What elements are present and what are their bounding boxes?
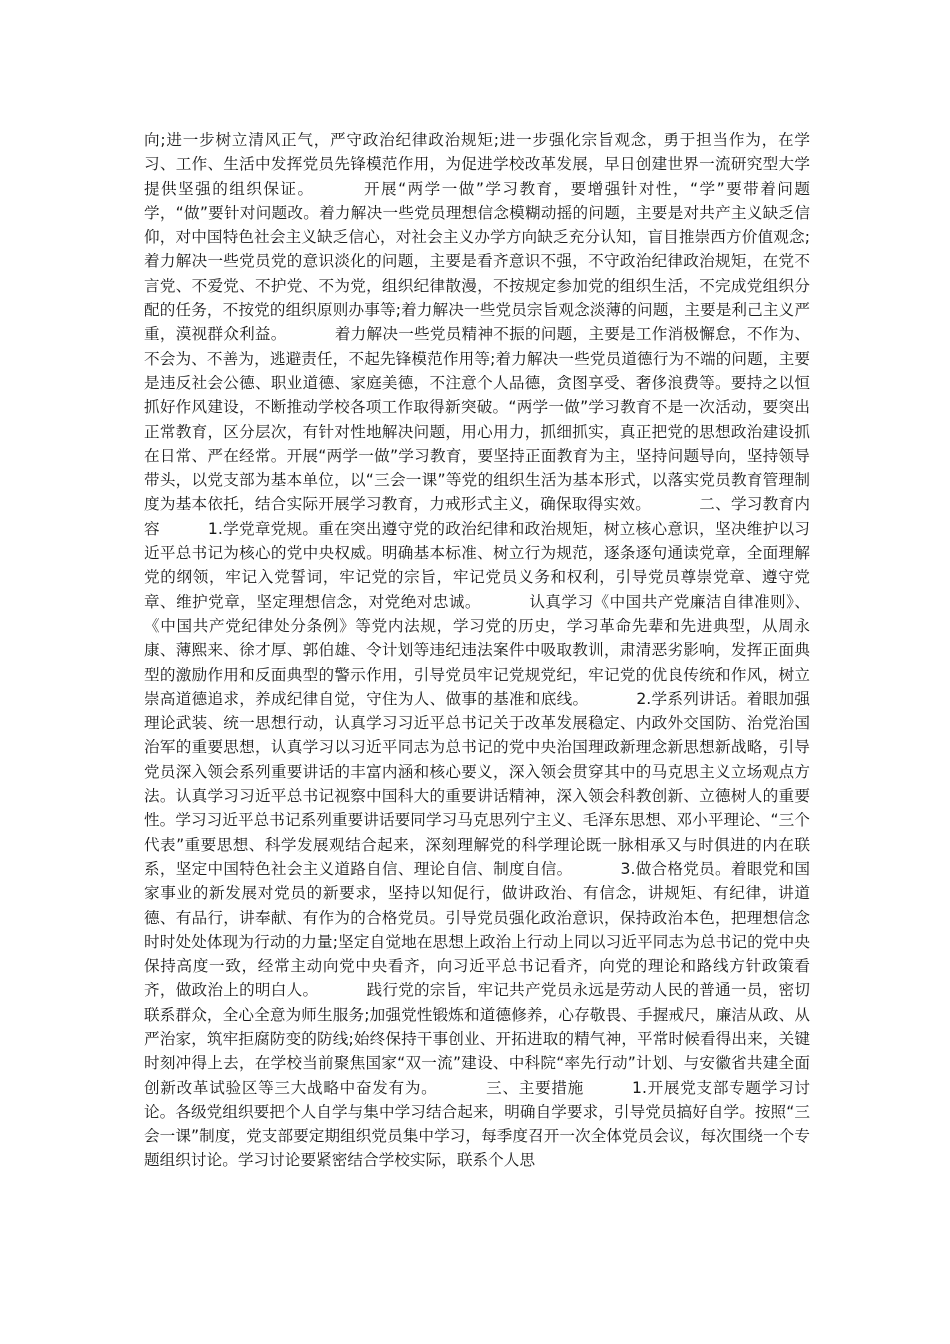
paragraph-segment: 认真学习《中国共产党廉洁自律准则》、《中国共产党纪律处分条例》等党内法规，学习党的历史，学习革命先辈和先进典型，从周永康、薄熙来、徐才厚、郭伯雄、令计划等违纪违法案件中吸取教训，肃清恶劣影响，发挥正面典型的激励作用和反面典型的警示作用，引导党员牢记党规党纪，牢记党的优良传统和作风，树立崇高道德追求，养成纪律自觉，守住为人、做事的基准和底线。 — [144, 592, 810, 708]
paragraph-segment: 1.开展党支部专题学习讨论。各级党组织要把个人自学与集中学习结合起来，明确自学要求，引导党员搞好自学。按照“三会一课”制度，党支部要定期组织党员集中学习，每季度召开一次全体党员会议，每次围绕一个专题组织讨论。学习讨论要紧密结合学校实际，联系个人思 — [144, 1078, 810, 1170]
paragraph-segment: 开展“两学一做”学习教育，要增强针对性，“学”要带着问题学，“做”要针对问题改。着力解决一些党员理想信念模糊动摇的问题，主要是对共产主义缺乏信仰，对中国特色社会主义缺乏信心，对社会主义办学方向缺乏充分认知，盲目推崇西方价值观念;着力解决一些党员党的意识淡化的问题，主要是看齐意识不强，不守政治纪律政治规矩，在党不言党、不爱党、不护党、不为党，组织纪律散漫，不按规定参加党的组织生活，不完成党组织分配的任务，不按党的组织原则办事等;着力解决一些党员宗旨观念淡薄的问题，主要是利己主义严重，漠视群众利益。 — [144, 179, 810, 344]
section-heading: 三、主要措施 — [485, 1078, 584, 1097]
paragraph-segment: 向;进一步树立清风正气，严守政治纪律政治规矩;进一步强化宗旨观念，勇于担当作为，在学习、工作、生活中发挥党员先锋模范作用，为促进学校改革发展，早日创建世界一流研究型大学提供坚强的组织保证。 — [144, 131, 810, 198]
section-heading: 二、学习教育内容 — [144, 495, 810, 538]
paragraph-segment: 践行党的宗旨，牢记共产党员永远是劳动人民的普通一员，密切联系群众，全心全意为师生服务;加强党性锻炼和道德修养，心存敬畏、手握戒尺，廉洁从政、从严治家，筑牢拒腐防变的防线;始终保持干事创业、开拓进取的精气神，平常时候看得出来，关键时刻冲得上去，在学校当前聚焦国家“双一流”建设、中科院“率先行动”计划、与安徽省共建全面创新改革试验区等三大战略中奋发有为。 — [144, 981, 810, 1097]
paragraph-segment: 1.学党章党规。重在突出遵守党的政治纪律和政治规矩，树立核心意识，坚决维护以习近平总书记为核心的党中央权威。明确基本标准、树立行为规范，逐条逐句通读党章，全面理解党的纲领，牢记入党誓词，牢记党的宗旨，牢记党员义务和权利，引导党员尊崇党章、遵守党章、维护党章，坚定理想信念，对党绝对忠诚。 — [144, 519, 810, 611]
paragraph-segment: 着力解决一些党员精神不振的问题，主要是工作消极懈怠，不作为、不会为、不善为，逃避责任，不起先锋模范作用等;着力解决一些党员道德行为不端的问题，主要是违反社会公德、职业道德、家庭美德，不注意个人品德，贪图享受、奢侈浪费等。要持之以恒抓好作风建设，不断推动学校各项工作取得新突破。“两学一做”学习教育不是一次活动，要突出正常教育，区分层次，有针对性地解决问题，用心用力，抓细抓实，真正把党的思想政治建设抓在日常、严在经常。开展“两学一做”学习教育，要坚持正面教育为主，坚持问题导向，坚持领导带头，以党支部为基本单位，以“三会一课”等党的组织生活为基本形式，以落实党员教育管理制度为基本依托，结合实际开展学习教育，力戒形式主义，确保取得实效。 — [144, 325, 810, 514]
paragraph-segment: 2.学系列讲话。着眼加强理论武装、统一思想行动，认真学习习近平总书记关于改革发展稳定、内政外交国防、治党治国治军的重要思想，认真学习以习近平同志为总书记的党中央治国理政新理念新思想新战略，引导党员深入领会系列重要讲话的丰富内涵和核心要义，深入领会贯穿其中的马克思主义立场观点方法。认真学习习近平总书记视察中国科大的重要讲话精神，深入领会科教创新、立德树人的重要性。学习习近平总书记系列重要讲话要同学习马克思列宁主义、毛泽东思想、邓小平理论、“三个代表”重要思想、科学发展观结合起来，深刻理解党的科学理论既一脉相承又与时俱进的内在联系，坚定中国特色社会主义道路自信、理论自信、制度自信。 — [144, 689, 810, 878]
body-text — [144, 128, 810, 1173]
paragraph-segment: 3.做合格党员。着眼党和国家事业的新发展对党员的新要求，坚持以知促行，做讲政治、有信念，讲规矩、有纪律，讲道德、有品行，讲奉献、有作为的合格党员。引导党员强化政治意识，保持政治本色，把理想信念时时处处体现为行动的力量;坚定自觉地在思想上政治上行动上同以习近平同志为总书记的党中央保持高度一致，经常主动向党中央看齐，向习近平总书记看齐，向党的理论和路线方针政策看齐，做政治上的明白人。 — [144, 859, 811, 1000]
